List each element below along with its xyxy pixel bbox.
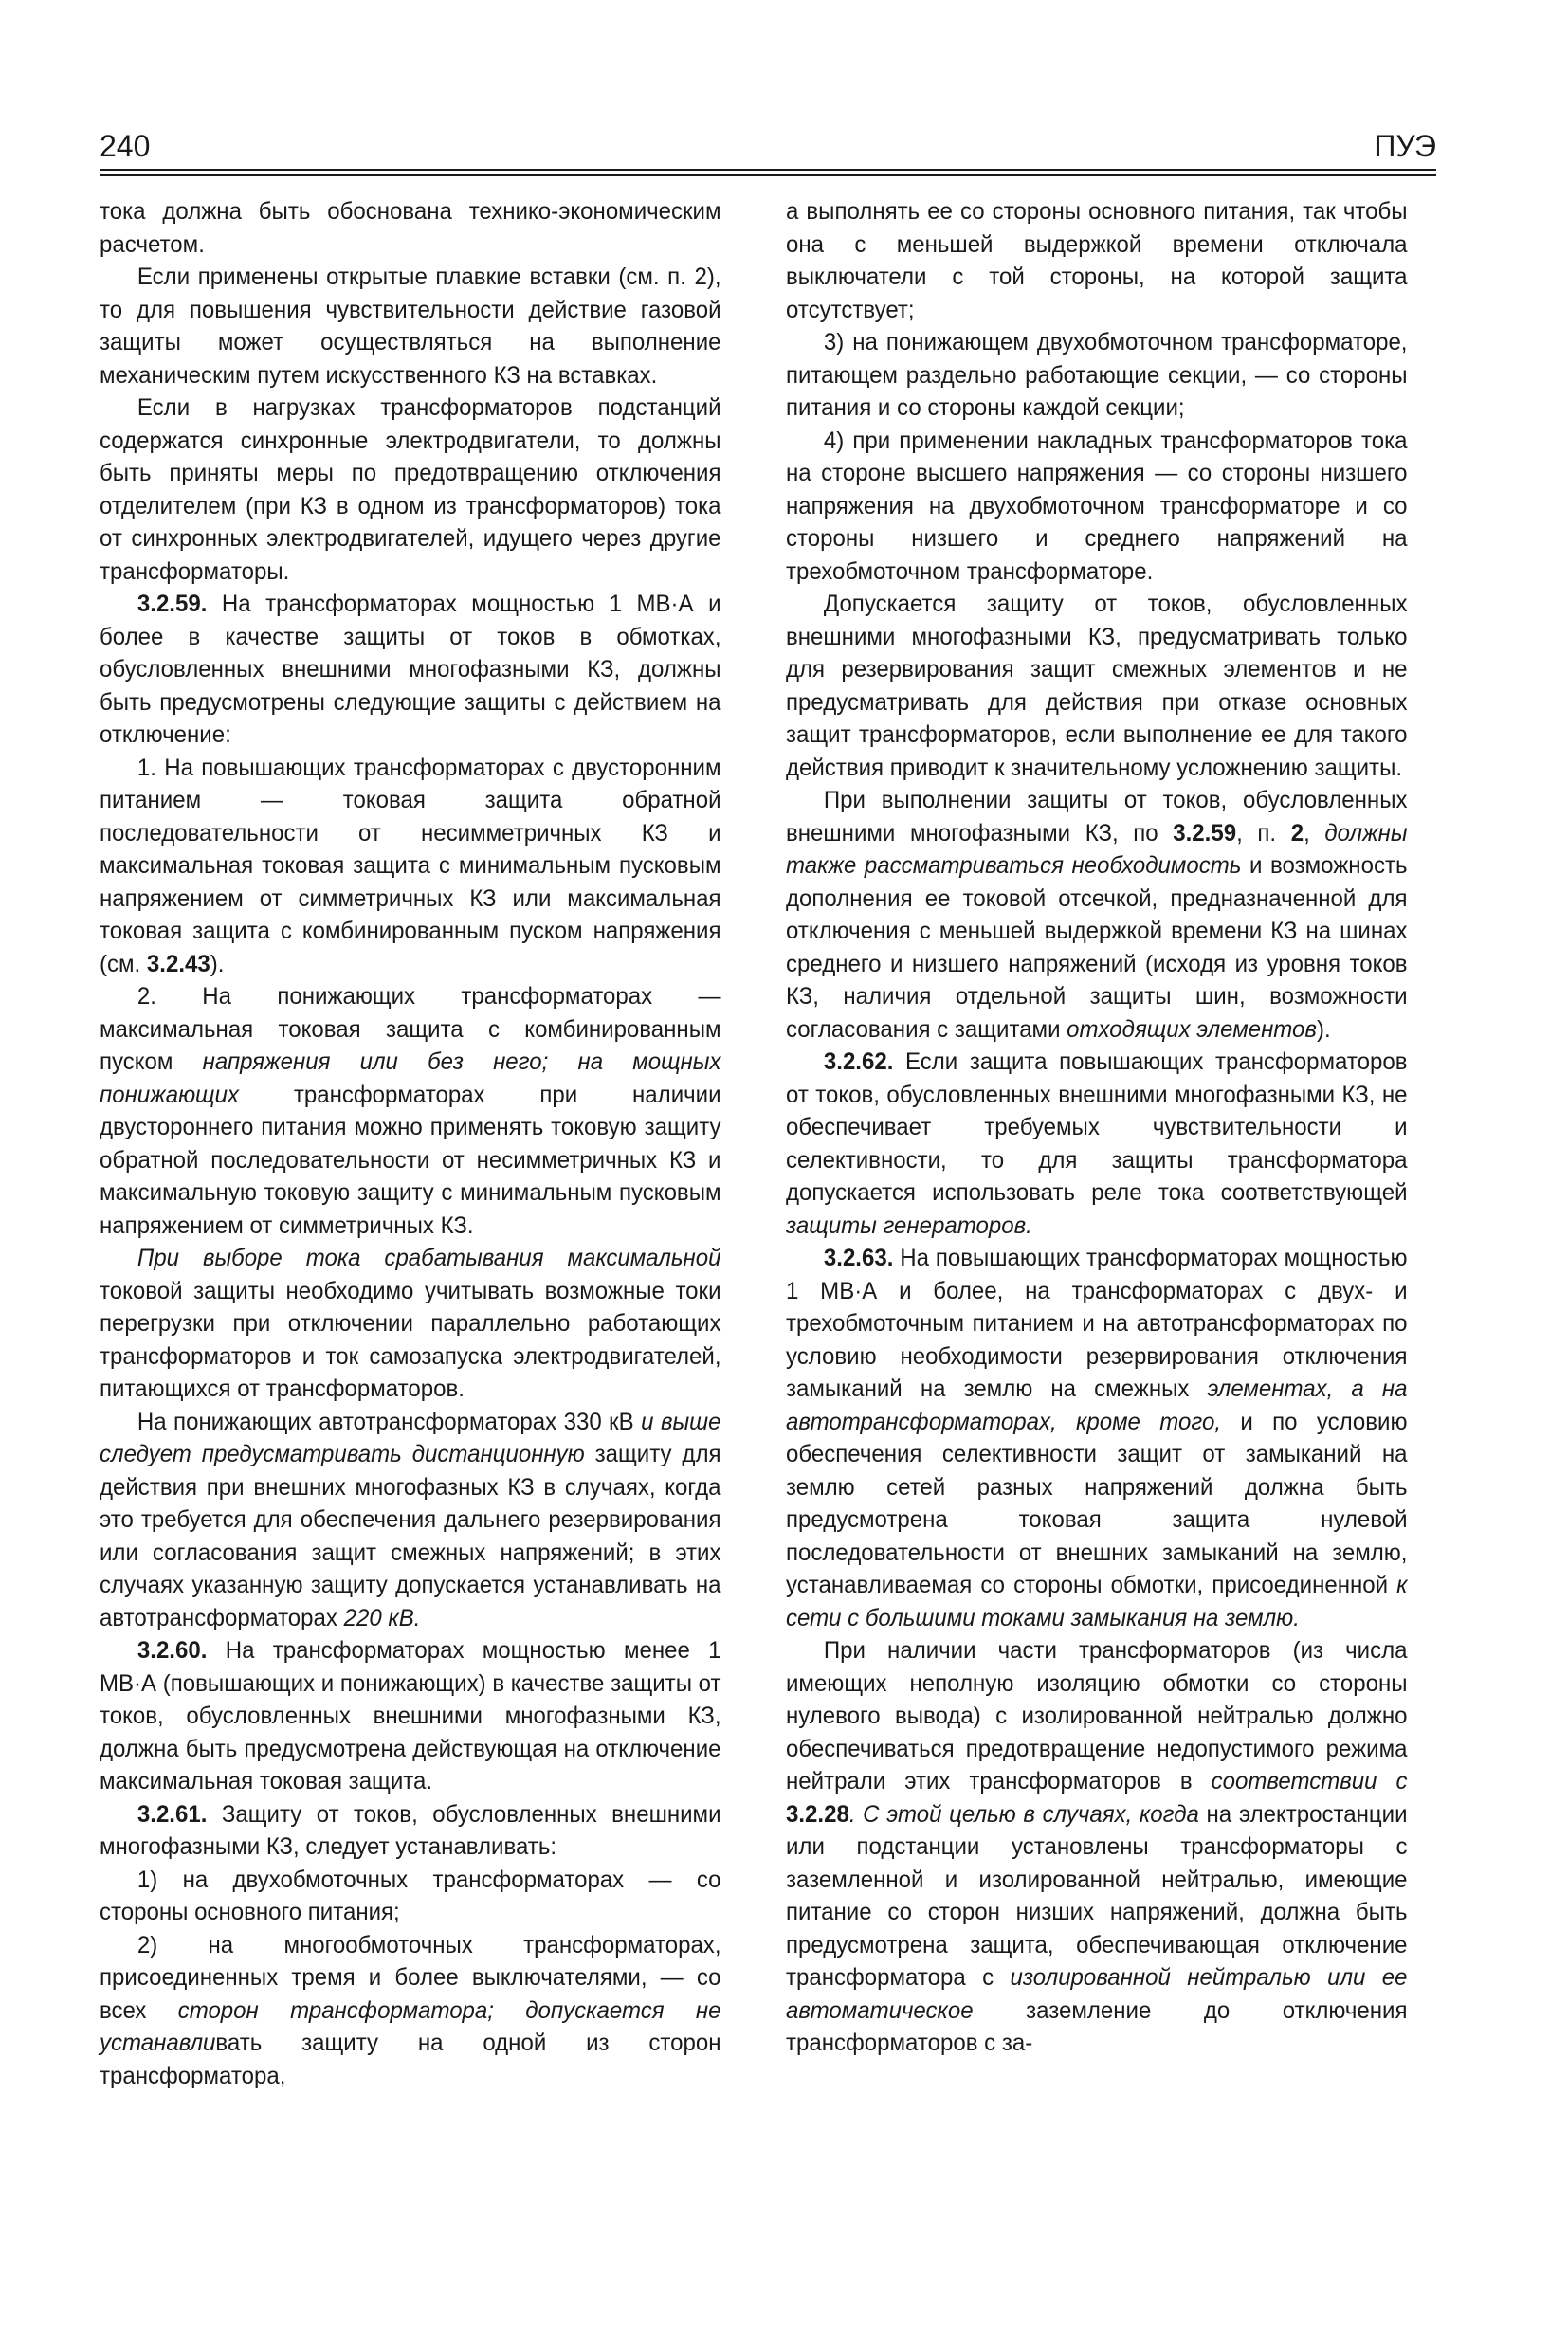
paragraph: 4) при применении накладных трансформаторов тока на стороне высшего напряжения — со стороны низшего напряжения на двухобмоточном трансформаторе и со стороны низшего и среднего напряжений на трехобмоточном трансформаторе. — [786, 427, 1408, 585]
page-header — [100, 125, 1436, 173]
italic-text: отходящих элементов — [1067, 1015, 1317, 1043]
right-column — [786, 195, 1408, 2060]
running-title: ПУЭ — [1374, 129, 1436, 163]
paragraph — [100, 1406, 721, 1635]
italic-text: сторон трансформатора; допускается не устанавли — [100, 1996, 721, 2056]
italic-text: 220 кВ. — [343, 1604, 421, 1631]
paragraph — [100, 1798, 721, 1864]
italic-text: . С этой целью в случаях, когда — [848, 1800, 1199, 1828]
header-rule-top — [100, 169, 1436, 171]
italic-text: и выше следует предусматривать дистанционную — [100, 1408, 721, 1467]
paragraph — [100, 1634, 721, 1798]
paragraph-text: 1. На повышающих трансформаторах с двусторонним питанием — токовая защита обратной последовательности от несимметричных КЗ и максимальная токовая защита с минимальным пусковым напряжением от симметричных КЗ или максимальная токовая защита с комбинированным пуском напряжения (см. — [100, 754, 721, 977]
italic-text: изолированной нейтралью или ее автоматическое — [786, 1964, 1408, 2024]
paragraph — [100, 588, 721, 752]
paragraph: 3) на понижающем двухобмоточном трансформаторе, питающем раздельно работающие секции, — со стороны питания и со стороны каждой секции; — [786, 329, 1408, 421]
paragraph — [100, 1242, 721, 1406]
clause-number: 3.2.61. — [137, 1800, 208, 1828]
paragraph-text: ). — [1316, 1015, 1331, 1043]
italic-text: соответствии с — [1211, 1768, 1408, 1794]
italic-text: защиты генераторов. — [786, 1211, 1032, 1239]
left-column — [100, 195, 721, 2092]
paragraph-text: заземление до отключения трансформаторов с за- — [786, 1996, 1408, 2056]
clause-number: 3.2.60. — [137, 1637, 208, 1664]
paragraph-text: , п. — [1236, 819, 1291, 847]
paragraph-text: защиту для действия при внешних многофазных КЗ в случаях, когда это требуется для обеспечения дальнего резервирования или согласования защит смежных напряжений; в этих случаях указанную защиту допускается устанавливать на автотрансформаторах — [100, 1441, 721, 1631]
clause-reference: 2 — [1290, 819, 1304, 847]
paragraph-text: и возможность дополнения ее токовой отсечкой, предназначенной для отключения с меньшей выдержкой времени КЗ на шинах среднего и низшего напряжений (исходя из уровня токов КЗ, наличия отдельной защиты шин, возможности согласования с защитами — [786, 852, 1408, 1043]
paragraph-text: На трансформаторах мощностью менее 1 МВ·А (повышающих и понижающих) в качестве защиты от токов, обусловленных внешними многофазными КЗ, должна быть предусмотрена действующая на отключение максимальная токовая защита. — [100, 1637, 721, 1794]
paragraph: 1) на двухобмоточных трансформаторах — со стороны основного питания; — [100, 1866, 721, 1925]
page-number: 240 — [100, 129, 151, 163]
clause-number: 3.2.63. — [823, 1245, 894, 1271]
paragraph-text: Защиту от токов, обусловленных внешними многофазными КЗ, следует устанавливать: — [100, 1800, 721, 1860]
paragraph-text: 2) на многообмоточных трансформаторах, присоединенных тремя и более выключателями, — со всех — [100, 1931, 721, 2024]
paragraph-text: на электростанции или подстанции установлены трансформаторы с заземленной и изолированной нейтралью, имеющие питание со сторон низших напряжений, должна быть предусмотрена защита, обеспечивающая отключение трансформатора с — [786, 1800, 1408, 1991]
paragraph-text: На понижающих автотрансформаторах 330 кВ — [137, 1408, 642, 1435]
paragraph-text: На трансформаторах мощностью 1 МВ·А и более в качестве защиты от токов в обмотках, обусловленных внешними многофазными КЗ, должны быть предусмотрены следующие защиты с действием на отключение: — [100, 591, 721, 748]
paragraph: Если в нагрузках трансформаторов подстанций содержатся синхронные электродвигатели, то должны быть приняты меры по предотвращению отключения отделителем (при КЗ в одном из трансформаторов) тока от синхронных электродвигателей, идущего через другие трансформаторы. — [100, 394, 721, 585]
paragraph-text: При выполнении защиты от токов, обусловленных внешними многофазными КЗ, по — [786, 787, 1408, 847]
header-rule-bottom — [100, 174, 1436, 176]
paragraph: тока должна быть обоснована технико-экономическим расчетом. — [100, 198, 721, 258]
italic-text: элементах, а на автотрансформаторах, кроме того, — [786, 1375, 1408, 1435]
clause-reference: 3.2.43 — [146, 950, 210, 977]
italic-text: При выборе тока срабатывания максимальной — [137, 1245, 721, 1271]
paragraph-text: токовой защиты необходимо учитывать возможные токи перегрузки при отключении параллельно работающих трансформаторов и ток самозапуска электродвигателей, питающихся от трансформаторов. — [100, 1277, 721, 1402]
paragraph — [786, 1634, 1408, 2060]
paragraph-text: вать защиту на одной из сторон трансформатора, — [100, 2030, 721, 2089]
paragraph — [786, 784, 1408, 1046]
paragraph — [100, 980, 721, 1242]
paragraph — [100, 1929, 721, 2093]
paragraph — [786, 1046, 1408, 1242]
paragraph-text: , — [1304, 819, 1325, 847]
paragraph-text: ). — [210, 950, 225, 977]
paragraph-text: трансформаторах при наличии двустороннего питания можно применять токовую защиту обратной последовательности от несимметричных КЗ и максимальную токовую защиту с минимальным пусковым напряжением от симметричных КЗ. — [100, 1081, 721, 1239]
paragraph-text: На повышающих трансформаторах мощностью 1 МВ·А и более, на трансформаторах с двух- и трехобмоточным питанием и на автотрансформаторах по условию необходимости резервирования отключения замыканий на землю на смежных — [786, 1245, 1408, 1402]
italic-text: напряжения или без него; на мощных понижающих — [100, 1048, 721, 1108]
paragraph-text: При наличии части трансформаторов (из числа имеющих неполную изоляцию обмотки со стороны нулевого вывода) с изолированной нейтралью должно обеспечиваться предотвращение недопустимого режима нейтрали этих трансформаторов в — [786, 1637, 1408, 1794]
italic-text: должны также рассматриваться необходимость — [786, 819, 1408, 879]
clause-reference: 3.2.59 — [1173, 819, 1237, 847]
clause-number: 3.2.59. — [137, 591, 208, 617]
italic-text: к сети с большими токами замыкания на землю. — [786, 1572, 1408, 1631]
paragraph: Допускается защиту от токов, обусловленных внешними многофазными КЗ, предусматривать только для резервирования защит смежных элементов и не предусматривать для действия при отказе основных защит трансформаторов, если выполнение ее для такого действия приводит к значительному усложнению защиты. — [786, 591, 1408, 781]
paragraph-text: и по условию обеспечения селективности защит от замыканий на землю сетей разных напряжений должна быть предусмотрена токовая защита нулевой последовательности от внешних замыканий на землю, устанавливаемая со стороны обмотки, присоединенной — [786, 1408, 1408, 1598]
clause-number: 3.2.62. — [823, 1048, 894, 1075]
paragraph-text: Если защита повышающих трансформаторов от токов, обусловленных внешними многофазными КЗ, не обеспечивает требуемых чувствительности и селективности, то для защиты трансформатора допускается использовать реле тока соответствующей — [786, 1048, 1408, 1206]
paragraph-text: 2. На понижающих трансформаторах — максимальная токовая защита с комбинированным пуском — [100, 983, 721, 1075]
paragraph — [786, 1242, 1408, 1634]
clause-reference: 3.2.28 — [786, 1800, 849, 1828]
paragraph: Если применены открытые плавкие вставки (см. п. 2), то для повышения чувствительности действие газовой защиты может осуществляться на выполнение механическим путем искусственного КЗ на вставках. — [100, 264, 721, 389]
paragraph — [100, 752, 721, 981]
paragraph: а выполнять ее со стороны основного питания, так чтобы она с меньшей выдержкой времени отключала выключатели с той стороны, на которой защита отсутствует; — [786, 198, 1408, 323]
